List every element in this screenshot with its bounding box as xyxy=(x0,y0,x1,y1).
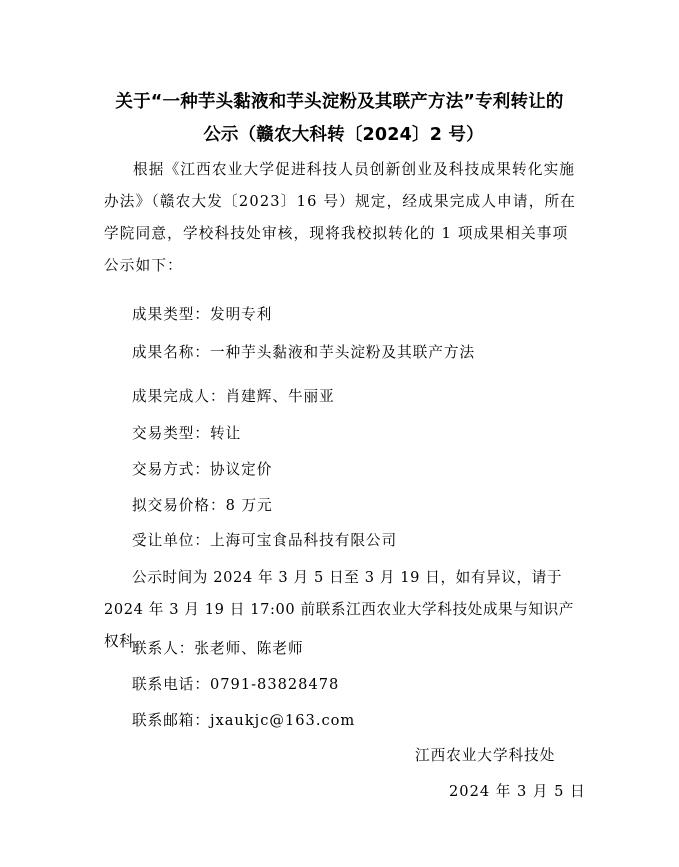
item-transferee: 受让单位：上海可宝食品科技有限公司 xyxy=(132,532,398,549)
intro-paragraph: 根据《江西农业大学促进科技人员创新创业及科技成果转化实施办法》（赣农大发〔2023〕16 号）规定，经成果完成人申请，所在学院同意，学校科技处审核，现将我校拟转化的 1 项成果相关事项公示如下： xyxy=(104,161,577,274)
title-line-2: 公示（赣农大科转〔2024〕2 号） xyxy=(203,125,484,145)
item-result-name: 成果名称：一种芋头黏液和芋头淀粉及其联产方法 xyxy=(132,344,476,361)
item-transaction-type: 交易类型：转让 xyxy=(132,425,242,442)
item-completers: 成果完成人：肖建辉、牛丽亚 xyxy=(132,388,335,405)
title-line-1: 关于“一种芋头黏液和芋头淀粉及其联产方法”专利转让的 xyxy=(115,92,564,112)
signature-date: 2024 年 3 月 5 日 xyxy=(449,783,586,800)
contact-phone: 联系电话：0791-83828478 xyxy=(132,676,340,693)
item-result-type: 成果类型：发明专利 xyxy=(132,306,273,323)
notice-paragraph: 公示时间为 2024 年 3 月 5 日至 3 月 19 日，如有异议，请于 2024 年 3 月 19 日 17:00 前联系江西农业大学科技处成果与知识产权科。 xyxy=(104,569,574,650)
item-price: 拟交易价格：8 万元 xyxy=(132,497,273,514)
contact-person: 联系人：张老师、陈老师 xyxy=(132,640,304,657)
contact-email: 联系邮箱：jxaukjc@163.com xyxy=(132,712,356,729)
item-transaction-method: 交易方式：协议定价 xyxy=(132,461,273,478)
signature-org: 江西农业大学科技处 xyxy=(415,747,556,764)
